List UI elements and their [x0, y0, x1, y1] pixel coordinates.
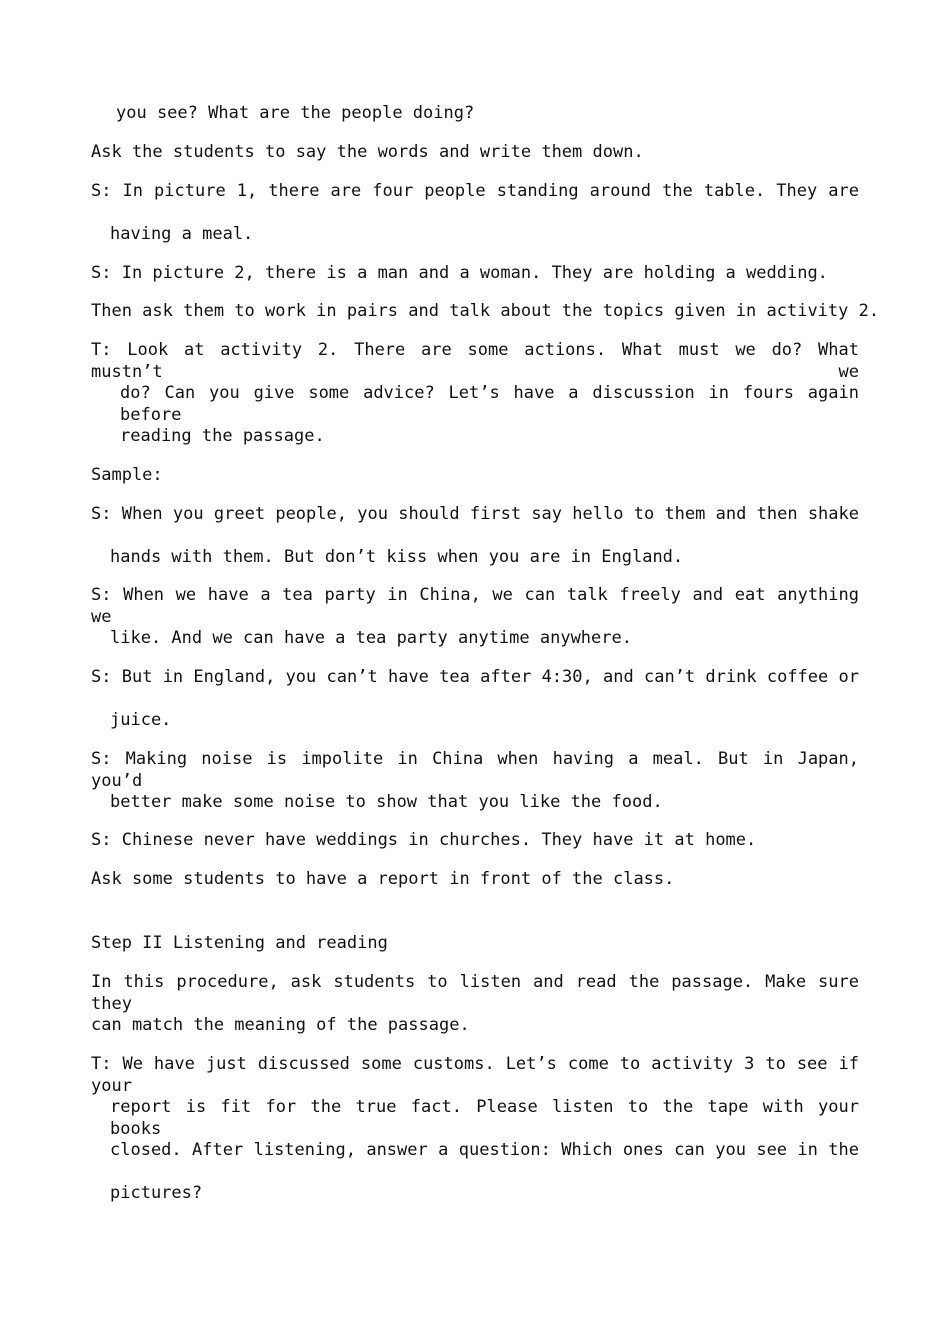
dialogue-line: T: Look at activity 2. There are some actions. What must we do? What mustn’t we — [91, 340, 859, 382]
text-line: Ask the students to say the words and write them down. — [91, 142, 644, 162]
text-line: can match the meaning of the passage. — [91, 1015, 470, 1035]
text-line: Ask some students to have a report in front of the class. — [91, 869, 675, 889]
text-line: pictures? — [110, 1183, 203, 1203]
text-line: better make some noise to show that you like the food. — [110, 792, 663, 812]
text-line: report is fit for the true fact. Please listen to the tape with your books — [110, 1097, 859, 1139]
dialogue-line: S: Making noise is impolite in China when having a meal. But in Japan, you’d — [91, 749, 859, 791]
text-line: closed. After listening, answer a question: Which ones can you see in the — [110, 1140, 859, 1160]
text-line: like. And we can have a tea party anytime anywhere. — [110, 628, 632, 648]
dialogue-line: S: When we have a tea party in China, we can talk freely and eat anything we — [91, 585, 859, 627]
text-line: juice. — [110, 710, 172, 730]
text-line: hands with them. But don’t kiss when you are in England. — [110, 547, 684, 567]
text-line: do? Can you give some advice? Let’s have a discussion in fours again before — [120, 383, 859, 425]
dialogue-line: S: In picture 2, there is a man and a woman. They are holding a wedding. — [91, 263, 828, 283]
text-line: having a meal. — [110, 224, 254, 244]
text-line: Then ask them to work in pairs and talk about the topics given in activity 2. — [91, 301, 880, 321]
text-line: you see? What are the people doing? — [116, 103, 475, 123]
dialogue-line: S: But in England, you can’t have tea after 4:30, and can’t drink coffee or — [91, 667, 859, 687]
text-line: reading the passage. — [120, 426, 325, 446]
text-line: In this procedure, ask students to listen and read the passage. Make sure they — [91, 972, 859, 1014]
dialogue-line: S: In picture 1, there are four people standing around the table. They are — [91, 181, 859, 201]
step-heading: Step II Listening and reading — [91, 933, 388, 953]
sample-label: Sample: — [91, 465, 163, 485]
dialogue-line: T: We have just discussed some customs. Let’s come to activity 3 to see if your — [91, 1054, 859, 1096]
dialogue-line: S: When you greet people, you should first say hello to them and then shake — [91, 504, 859, 524]
dialogue-line: S: Chinese never have weddings in churches. They have it at home. — [91, 830, 757, 850]
